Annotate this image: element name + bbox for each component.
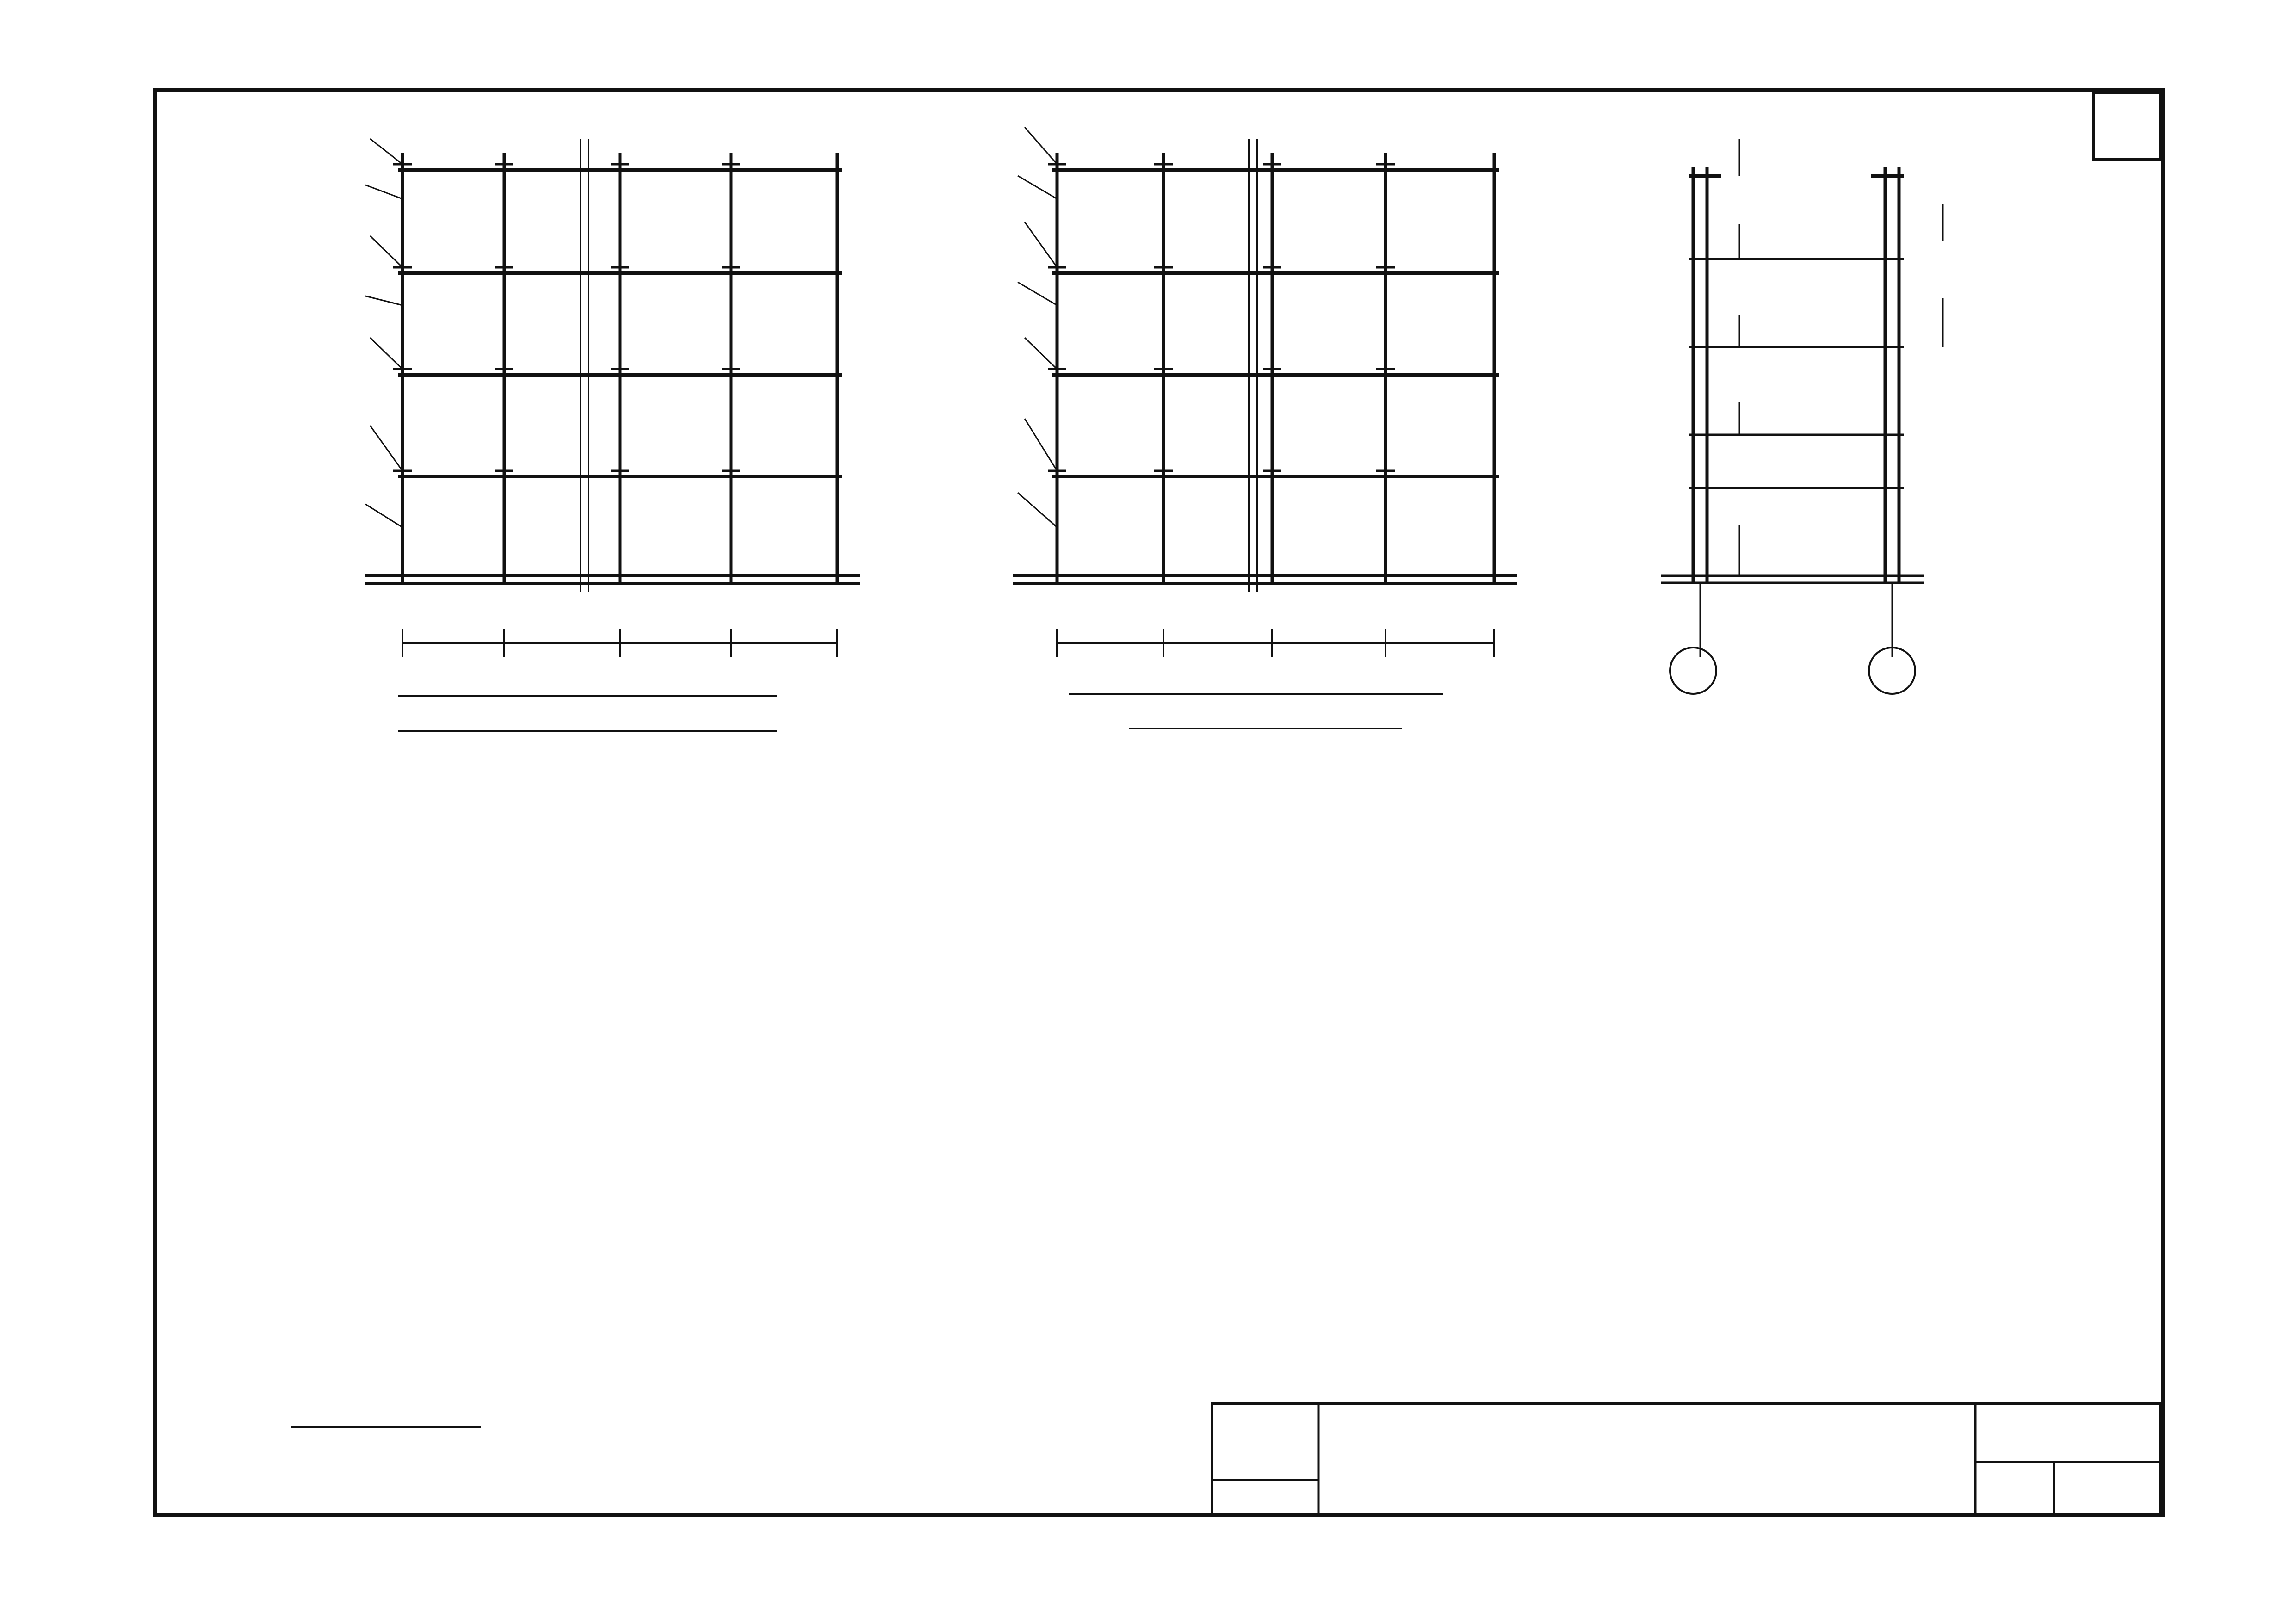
frame-diagram-right xyxy=(1013,127,1517,657)
building-section xyxy=(1661,139,1943,694)
title-block xyxy=(1212,1404,2160,1515)
frame-diagram-left xyxy=(365,139,860,657)
sheet-number-box xyxy=(2093,93,2160,160)
frame-right-labels xyxy=(1069,694,1443,729)
sheet-border xyxy=(155,90,2163,1515)
frame-left-labels xyxy=(398,696,777,731)
